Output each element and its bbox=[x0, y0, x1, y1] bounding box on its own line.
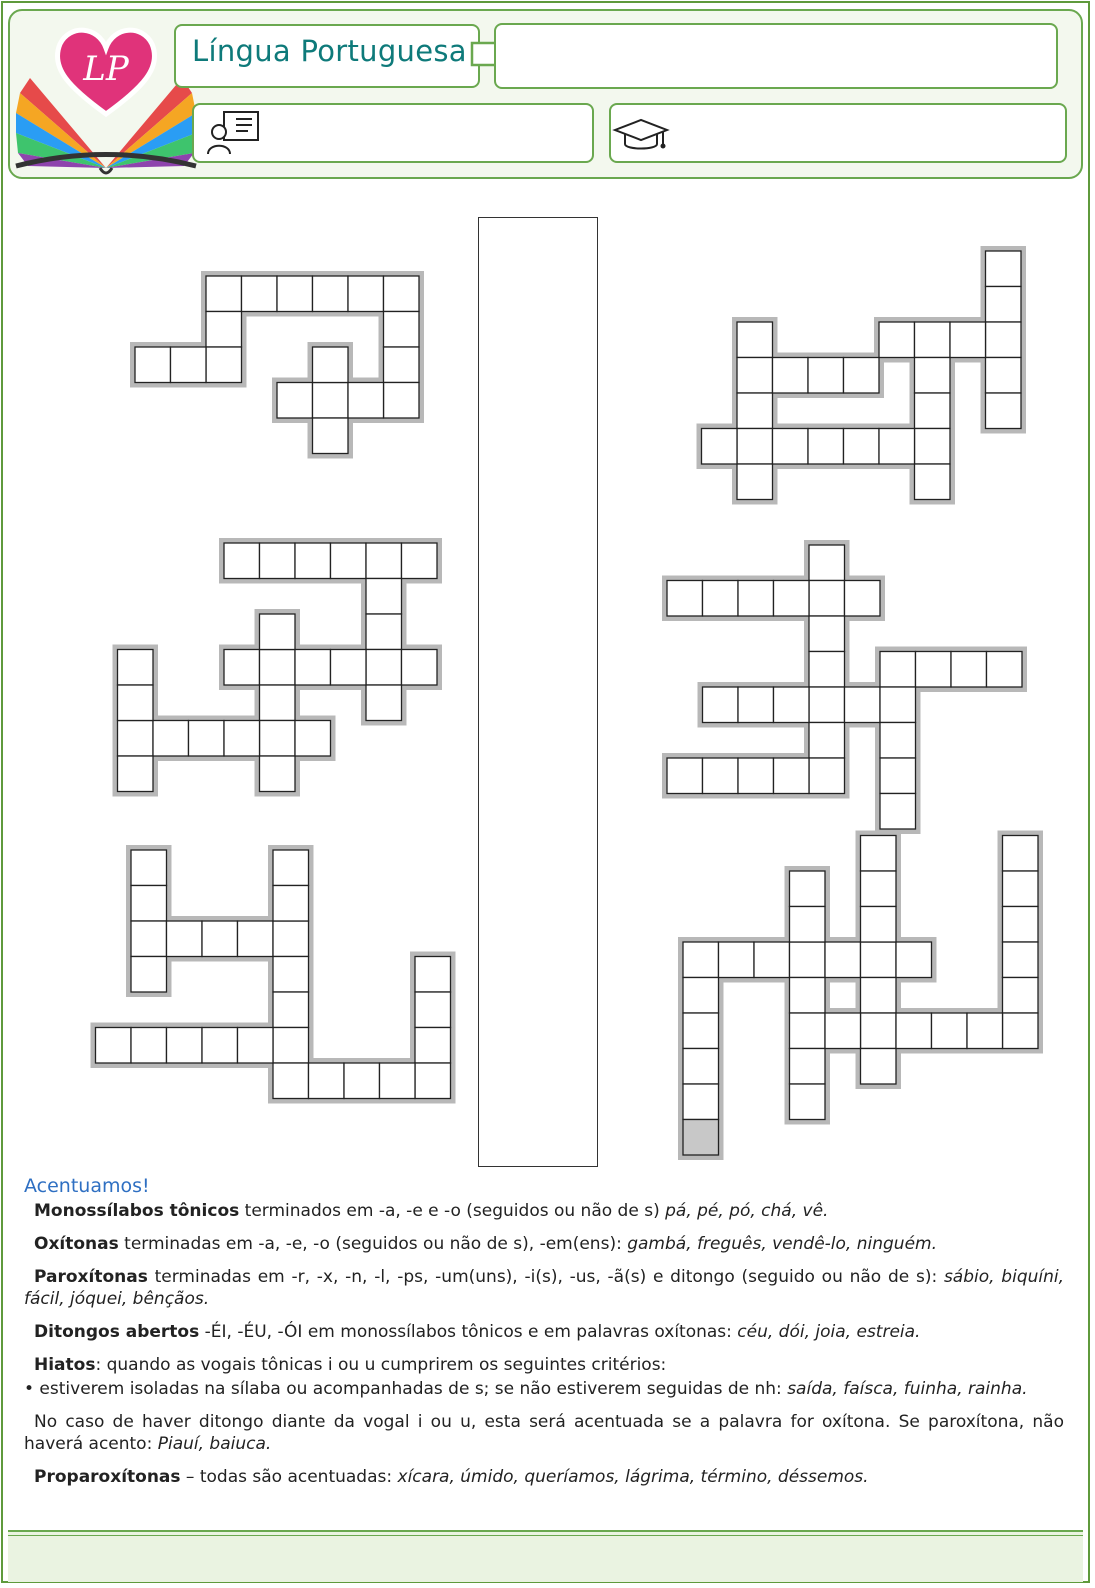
crossword-cell[interactable] bbox=[986, 358, 1022, 394]
crossword-cell[interactable] bbox=[202, 1028, 238, 1064]
crossword-cell[interactable] bbox=[167, 921, 203, 957]
crossword-cell[interactable] bbox=[260, 614, 296, 650]
crossword-cell[interactable] bbox=[754, 942, 790, 978]
crossword-cell[interactable] bbox=[667, 581, 703, 617]
crossword-cell[interactable] bbox=[950, 322, 986, 358]
crossword-cell[interactable] bbox=[737, 358, 773, 394]
crossword-cell[interactable] bbox=[825, 942, 861, 978]
crossword-cell[interactable] bbox=[879, 322, 915, 358]
crossword-cell[interactable] bbox=[790, 942, 826, 978]
crossword-cell[interactable] bbox=[380, 1063, 416, 1099]
crossword-cell[interactable] bbox=[366, 614, 402, 650]
crossword-cell[interactable] bbox=[135, 347, 171, 383]
crossword-cell[interactable] bbox=[737, 464, 773, 500]
crossword-cell[interactable] bbox=[809, 758, 845, 794]
crossword-cell[interactable] bbox=[683, 1013, 719, 1049]
crossword-cell[interactable] bbox=[774, 687, 810, 723]
rules-heading: Acentuamos! bbox=[24, 1175, 150, 1197]
crossword-cell[interactable] bbox=[773, 429, 809, 465]
logo-text: LP bbox=[83, 49, 129, 89]
crossword-cell[interactable] bbox=[131, 850, 167, 886]
crossword-cell[interactable] bbox=[366, 579, 402, 615]
crossword-cell[interactable] bbox=[384, 383, 420, 419]
crossword-cell[interactable] bbox=[206, 276, 242, 312]
crossword-cell[interactable] bbox=[703, 581, 739, 617]
crossword-cell[interactable] bbox=[224, 650, 260, 686]
crossword-cell[interactable] bbox=[313, 276, 349, 312]
crossword-cell[interactable] bbox=[402, 650, 438, 686]
rule-paroxitonas: Paroxítonas terminadas em -r, -x, -n, -l, -ps, -um(uns), -i(s), -us, -ã(s) e ditongo (seguido ou não de s): sábio, biquíni, fácil, jóquei, bênçãos. bbox=[24, 1267, 1065, 1309]
crossword-cell[interactable] bbox=[277, 383, 313, 419]
crossword-cell[interactable] bbox=[202, 921, 238, 957]
crossword-cell[interactable] bbox=[861, 907, 897, 943]
crossword-cell[interactable] bbox=[915, 464, 951, 500]
crossword-cell[interactable] bbox=[273, 1063, 309, 1099]
crossword-grid-4[interactable] bbox=[662, 540, 1027, 834]
crossword-cell[interactable] bbox=[880, 652, 916, 688]
crossword-cell[interactable] bbox=[879, 429, 915, 465]
crossword-cell[interactable] bbox=[880, 794, 916, 830]
crossword-cell[interactable] bbox=[737, 393, 773, 429]
crossword-cell[interactable] bbox=[415, 957, 451, 993]
crossword-cell[interactable] bbox=[880, 723, 916, 759]
crossword-cell[interactable] bbox=[1003, 836, 1039, 872]
crossword-cell[interactable] bbox=[96, 1028, 132, 1064]
crossword-cell[interactable] bbox=[118, 756, 154, 792]
crossword-cell[interactable] bbox=[808, 358, 844, 394]
crossword-cell[interactable] bbox=[896, 942, 932, 978]
crossword-cell[interactable] bbox=[683, 1120, 719, 1156]
crossword-cell[interactable] bbox=[737, 429, 773, 465]
crossword-cell[interactable] bbox=[415, 992, 451, 1028]
crossword-cell[interactable] bbox=[313, 347, 349, 383]
crossword-cell[interactable] bbox=[880, 758, 916, 794]
crossword-cell[interactable] bbox=[1003, 942, 1039, 978]
crossword-cell[interactable] bbox=[313, 418, 349, 454]
crossword-cell[interactable] bbox=[809, 687, 845, 723]
crossword-cell[interactable] bbox=[131, 921, 167, 957]
crossword-cell[interactable] bbox=[967, 1013, 1003, 1049]
rule-oxitonas: Oxítonas terminadas em -a, -e, -o (seguidos ou não de s), -em(ens): gambá, freguês, vendê-lo, ninguém. bbox=[34, 1234, 937, 1254]
crossword-cell[interactable] bbox=[845, 581, 881, 617]
crossword-cell[interactable] bbox=[384, 312, 420, 348]
crossword-cell[interactable] bbox=[845, 687, 881, 723]
crossword-cell[interactable] bbox=[809, 545, 845, 581]
crossword-cell[interactable] bbox=[896, 1013, 932, 1049]
accent-rules-section bbox=[24, 1175, 1064, 1499]
crossword-cell[interactable] bbox=[260, 650, 296, 686]
crossword-cell[interactable] bbox=[260, 756, 296, 792]
rule-hiatos-bullet: • estiverem isoladas na sílaba ou acompanhadas de s; se não estiverem seguidas de nh: saída, faísca, fuinha, rainha. bbox=[24, 1379, 1028, 1399]
crossword-cell[interactable] bbox=[683, 942, 719, 978]
subject-title: Língua Portuguesa bbox=[192, 34, 467, 68]
crossword-cell[interactable] bbox=[118, 685, 154, 721]
crossword-cell[interactable] bbox=[131, 1028, 167, 1064]
crossword-cell[interactable] bbox=[238, 1028, 274, 1064]
crossword-grid-5[interactable] bbox=[91, 845, 456, 1104]
crossword-cell[interactable] bbox=[295, 721, 331, 757]
crossword-cell[interactable] bbox=[702, 429, 738, 465]
rule-ditongos-abertos: Ditongos abertos -ÉI, -ÉU, -ÓI em monossílabos tônicos e em palavras oxítonas: céu, dói, joia, estreia. bbox=[34, 1322, 921, 1342]
crossword-cell[interactable] bbox=[738, 687, 774, 723]
crossword-cell[interactable] bbox=[683, 1049, 719, 1085]
crossword-cell[interactable] bbox=[861, 871, 897, 907]
crossword-cell[interactable] bbox=[206, 347, 242, 383]
crossword-cell[interactable] bbox=[348, 276, 384, 312]
crossword-cell[interactable] bbox=[273, 921, 309, 957]
crossword-cell[interactable] bbox=[916, 652, 952, 688]
crossword-cell[interactable] bbox=[260, 721, 296, 757]
crossword-cell[interactable] bbox=[774, 758, 810, 794]
crossword-cell[interactable] bbox=[861, 942, 897, 978]
crossword-cell[interactable] bbox=[224, 721, 260, 757]
crossword-cell[interactable] bbox=[331, 650, 367, 686]
rule-monossilabos: Monossílabos tônicos terminados em -a, -e e -o (seguidos ou não de s) pá, pé, pó, chá, vê. bbox=[34, 1201, 829, 1221]
crossword-cell[interactable] bbox=[809, 616, 845, 652]
crossword-cell[interactable] bbox=[206, 312, 242, 348]
crossword-cell[interactable] bbox=[719, 942, 755, 978]
crossword-cell[interactable] bbox=[309, 1063, 345, 1099]
crossword-cell[interactable] bbox=[915, 429, 951, 465]
crossword-cell[interactable] bbox=[683, 1084, 719, 1120]
crossword-cell[interactable] bbox=[809, 581, 845, 617]
crossword-cell[interactable] bbox=[861, 836, 897, 872]
crossword-cell[interactable] bbox=[1003, 907, 1039, 943]
crossword-cell[interactable] bbox=[809, 723, 845, 759]
crossword-cell[interactable] bbox=[295, 650, 331, 686]
crossword-cell[interactable] bbox=[738, 758, 774, 794]
crossword-cell[interactable] bbox=[986, 393, 1022, 429]
crossword-cell[interactable] bbox=[348, 383, 384, 419]
crossword-cell[interactable] bbox=[915, 358, 951, 394]
crossword-cell[interactable] bbox=[703, 758, 739, 794]
crossword-cell[interactable] bbox=[861, 1049, 897, 1085]
crossword-cell[interactable] bbox=[844, 429, 880, 465]
crossword-cell[interactable] bbox=[277, 276, 313, 312]
crossword-cell[interactable] bbox=[790, 1049, 826, 1085]
crossword-cell[interactable] bbox=[825, 1013, 861, 1049]
crossword-cell[interactable] bbox=[189, 721, 225, 757]
crossword-cell[interactable] bbox=[238, 921, 274, 957]
crossword-grid-2[interactable] bbox=[697, 246, 1027, 505]
crossword-cell[interactable] bbox=[171, 347, 207, 383]
crossword-cell[interactable] bbox=[384, 347, 420, 383]
crossword-grid-3[interactable] bbox=[113, 538, 443, 797]
crossword-cell[interactable] bbox=[737, 322, 773, 358]
crossword-cell[interactable] bbox=[273, 850, 309, 886]
crossword-cell[interactable] bbox=[1003, 871, 1039, 907]
crossword-cell[interactable] bbox=[153, 721, 189, 757]
crossword-cell[interactable] bbox=[986, 287, 1022, 323]
crossword-cell[interactable] bbox=[703, 687, 739, 723]
crossword-cell[interactable] bbox=[1003, 1013, 1039, 1049]
crossword-cell[interactable] bbox=[273, 957, 309, 993]
crossword-cell[interactable] bbox=[273, 992, 309, 1028]
crossword-cell[interactable] bbox=[224, 543, 260, 579]
crossword-cell[interactable] bbox=[774, 581, 810, 617]
crossword-cell[interactable] bbox=[260, 685, 296, 721]
crossword-cell[interactable] bbox=[331, 543, 367, 579]
crossword-cell[interactable] bbox=[683, 978, 719, 1014]
crossword-cell[interactable] bbox=[118, 650, 154, 686]
crossword-cell[interactable] bbox=[790, 1013, 826, 1049]
footer-bar bbox=[8, 1530, 1083, 1582]
crossword-cell[interactable] bbox=[366, 650, 402, 686]
crossword-cell[interactable] bbox=[415, 1063, 451, 1099]
crossword-cell[interactable] bbox=[986, 251, 1022, 287]
crossword-cell[interactable] bbox=[260, 543, 296, 579]
crossword-cell[interactable] bbox=[808, 429, 844, 465]
crossword-cell[interactable] bbox=[951, 652, 987, 688]
crossword-cell[interactable] bbox=[790, 978, 826, 1014]
crossword-cell[interactable] bbox=[773, 358, 809, 394]
crossword-cell[interactable] bbox=[402, 543, 438, 579]
crossword-cell[interactable] bbox=[295, 543, 331, 579]
crossword-cell[interactable] bbox=[809, 652, 845, 688]
crossword-cell[interactable] bbox=[987, 652, 1023, 688]
crossword-cell[interactable] bbox=[738, 581, 774, 617]
crossword-cell[interactable] bbox=[915, 393, 951, 429]
crossword-cell[interactable] bbox=[861, 1013, 897, 1049]
rule-proparoxitonas: Proparoxítonas – todas são acentuadas: xícara, úmido, queríamos, lágrima, término, déssemos. bbox=[34, 1467, 869, 1487]
crossword-cell[interactable] bbox=[790, 1084, 826, 1120]
crossword-cell[interactable] bbox=[932, 1013, 968, 1049]
crossword-cell[interactable] bbox=[167, 1028, 203, 1064]
crossword-cell[interactable] bbox=[1003, 978, 1039, 1014]
rule-ditongo-note: No caso de haver ditongo diante da vogal i ou u, esta será acentuada se a palavra for oxítona. Se paroxítona, não haverá acento: Piauí, baiuca. bbox=[24, 1412, 1064, 1454]
crossword-cell[interactable] bbox=[790, 907, 826, 943]
crossword-cell[interactable] bbox=[366, 685, 402, 721]
crossword-cell[interactable] bbox=[861, 978, 897, 1014]
crossword-cell[interactable] bbox=[131, 957, 167, 993]
crossword-grid-1[interactable] bbox=[130, 271, 424, 459]
crossword-cell[interactable] bbox=[880, 687, 916, 723]
crossword-cell[interactable] bbox=[131, 886, 167, 922]
crossword-cell[interactable] bbox=[273, 1028, 309, 1064]
crossword-cell[interactable] bbox=[344, 1063, 380, 1099]
crossword-grid-6[interactable] bbox=[678, 831, 1043, 1161]
crossword-cell[interactable] bbox=[366, 543, 402, 579]
crossword-cell[interactable] bbox=[384, 276, 420, 312]
crossword-cell[interactable] bbox=[118, 721, 154, 757]
crossword-cell[interactable] bbox=[667, 758, 703, 794]
crossword-cell[interactable] bbox=[415, 1028, 451, 1064]
crossword-cell[interactable] bbox=[273, 886, 309, 922]
crossword-cell[interactable] bbox=[313, 383, 349, 419]
crossword-cell[interactable] bbox=[915, 322, 951, 358]
crossword-cell[interactable] bbox=[790, 871, 826, 907]
crossword-cell[interactable] bbox=[242, 276, 278, 312]
rule-hiatos: Hiatos: quando as vogais tônicas i ou u cumprirem os seguintes critérios: bbox=[34, 1355, 667, 1375]
crossword-cell[interactable] bbox=[986, 322, 1022, 358]
crossword-cell[interactable] bbox=[844, 358, 880, 394]
